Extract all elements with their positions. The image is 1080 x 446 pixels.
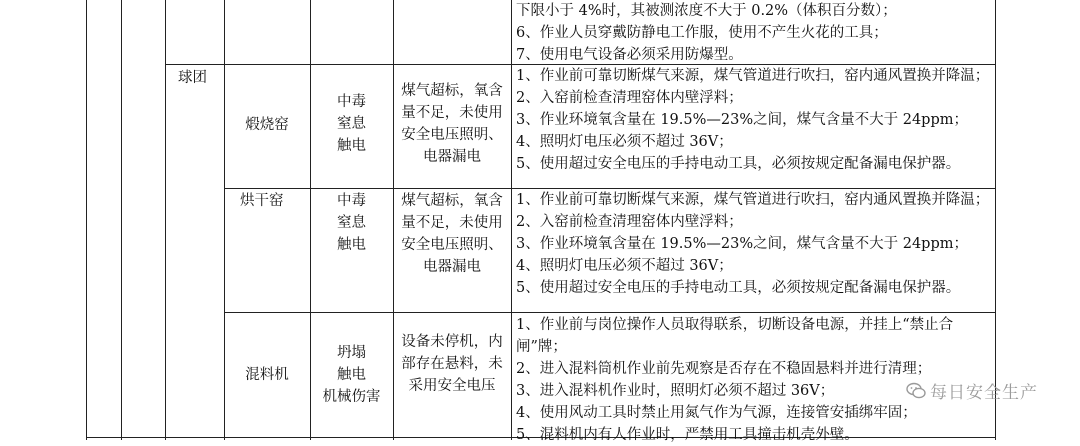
measure-line: 4、照明灯电压必须不超过 36V； <box>516 258 733 274</box>
hazard-item: 触电 <box>337 138 366 154</box>
measure-line: 3、作业环境氧含量在 19.5%—23%之间，煤气含量不大于 24ppm； <box>516 236 968 252</box>
col-divider <box>121 0 122 440</box>
measures <box>514 65 994 175</box>
watermark <box>906 378 1038 403</box>
measure-line: 3、进入混料机作业时，照明灯必须不超过 36V； <box>516 383 835 399</box>
measure-line: 1、作业前可靠切断煤气来源，煤气管道进行吹扫，窑内通风置换并降温； <box>516 192 990 208</box>
cause-line: 电器漏电 <box>423 149 481 165</box>
cause-line: 采用安全电压 <box>408 378 496 394</box>
wechat-icon <box>906 382 926 400</box>
place-name: 烘干窑 <box>240 193 284 209</box>
cause-line: 煤气超标，氧含 <box>401 83 503 99</box>
table-border-right <box>995 0 996 440</box>
cause-line: 电器漏电 <box>423 259 481 275</box>
hazard-cause <box>393 190 511 278</box>
cause-line: 量不足，未使用 <box>401 105 503 121</box>
measure-line: 2、入窑前检查清理窑体内壁浮料； <box>516 90 743 106</box>
cause-line: 安全电压照明、 <box>401 237 503 253</box>
hazard-type <box>310 342 393 408</box>
place-name: 混料机 <box>245 367 289 383</box>
cause-line: 设备未停机，内 <box>401 334 503 350</box>
measure-line: 7、使用电气设备必须采用防爆型。 <box>516 47 743 63</box>
measure-line: 3、作业环境氧含量在 19.5%—23%之间，煤气含量不大于 24ppm； <box>516 112 968 128</box>
measure-line: 4、照明灯电压必须不超过 36V； <box>516 134 733 150</box>
measure-line: 5、使用超过安全电压的手持电动工具，必须按规定配备漏电保护器。 <box>516 156 961 172</box>
measure-line: 6、作业人员穿戴防静电工作服，使用不产生火花的工具； <box>516 25 888 41</box>
hazard-item: 中毒 <box>337 94 366 110</box>
measure-line: 4、使用风动工具时禁止用氮气作为气源，连接管安插绑牢固； <box>516 405 917 421</box>
hazard-cause <box>393 80 511 168</box>
measure-line: 1、作业前可靠切断煤气来源，煤气管道进行吹扫，窑内通风置换并降温； <box>516 68 990 84</box>
col-divider <box>511 0 512 440</box>
hazard-type <box>310 190 393 256</box>
measure-line: 1、作业前与岗位操作人员取得联系，切断设备电源，并挂上“禁止合闸”牌； <box>516 317 954 355</box>
measure-line: 5、使用超过安全电压的手持电动工具，必须按规定配备漏电保护器。 <box>516 280 961 296</box>
cause-line: 安全电压照明、 <box>401 127 503 143</box>
hazard-type <box>310 91 393 157</box>
hazard-item: 坍塌 <box>337 345 366 361</box>
hazard-item: 触电 <box>337 367 366 383</box>
watermark-text: 每日安全生产 <box>930 383 1038 403</box>
hazard-cause <box>393 331 511 397</box>
measure-line: 下限小于 4%时，其被测浓度不大于 0.2%（体积百分数）； <box>516 3 897 19</box>
measures <box>514 189 994 299</box>
measure-line: 5、混料机内有人作业时，严禁用工具撞击机壳外壁。 <box>516 427 859 443</box>
measure-line: 2、入窑前检查清理窑体内壁浮料； <box>516 214 743 230</box>
hazard-item: 窒息 <box>337 215 366 231</box>
hazard-item: 触电 <box>337 237 366 253</box>
cause-line: 量不足，未使用 <box>401 215 503 231</box>
measure-line: 2、进入混料筒机作业前先观察是否存在不稳固悬料并进行清理； <box>516 361 932 377</box>
cause-line: 部存在悬料，未 <box>401 356 503 372</box>
measures-continued <box>514 0 994 66</box>
table-border-left <box>86 0 87 440</box>
place-name: 煅烧窑 <box>245 117 289 133</box>
col-divider <box>165 0 166 440</box>
hazard-item: 中毒 <box>337 193 366 209</box>
cause-line: 煤气超标，氧含 <box>401 193 503 209</box>
row-divider <box>224 312 996 313</box>
hazard-item: 窒息 <box>337 116 366 132</box>
group-label: 球团 <box>178 70 207 86</box>
hazard-item: 机械伤害 <box>322 389 381 405</box>
